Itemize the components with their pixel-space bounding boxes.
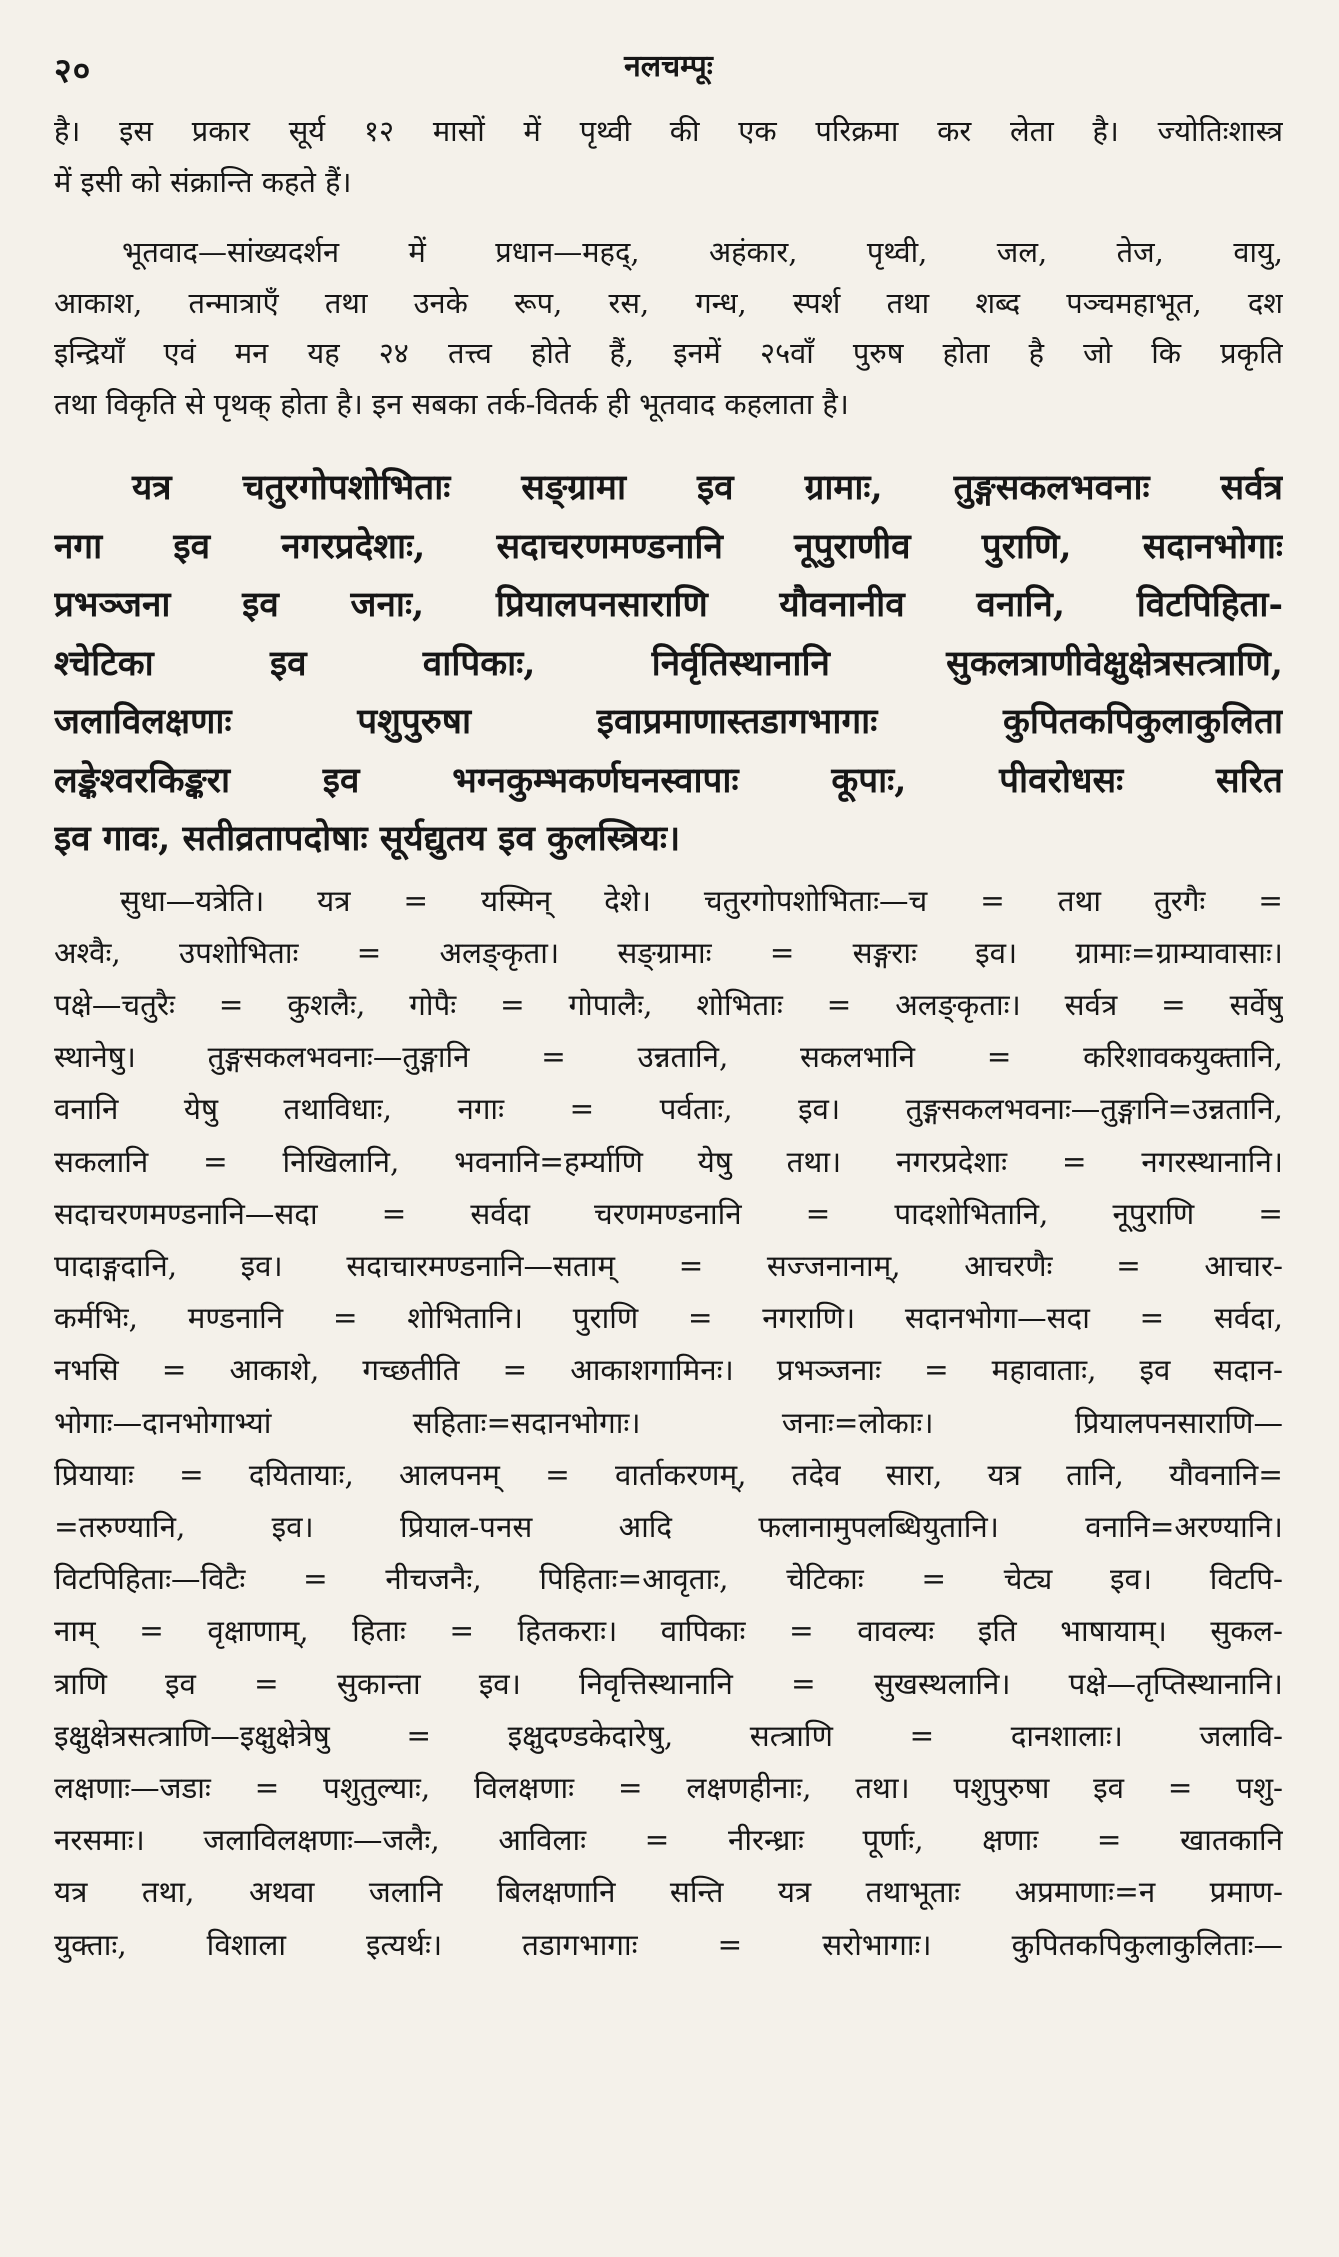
footnote-block	[54, 106, 1283, 429]
verse-line: जलाविलक्षणाः पशुपुरुषा इवाप्रमाणास्तडागभागाः कुपितकपिकुलाकुलिता	[54, 701, 1283, 742]
commentary-line: युक्ताः, विशाला इत्यर्थः। तडागभागाः = सरोभागाः। कुपितकपिकुलाकुलिताः—	[54, 1927, 1283, 1962]
page-number: २०	[54, 51, 92, 91]
commentary-line: स्थानेषु। तुङ्गसकलभवनाः—तुङ्गानि = उन्नतानि, सकलभानि = करिशावकयुक्तानि,	[54, 1040, 1283, 1075]
page-header	[54, 40, 1283, 106]
commentary-line: सदाचरणमण्डनानि—सदा = सर्वदा चरणमण्डनानि = पादशोभितानि, नूपुराणि =	[54, 1196, 1283, 1231]
commentary-line: पक्षे—चतुरैः = कुशलैः, गोपैः = गोपालैः, शोभिताः = अलङ्कृताः। सर्वत्र = सर्वेषु	[54, 987, 1283, 1022]
running-title: नलचम्पूः	[624, 49, 713, 84]
commentary-line: =तरुण्यानि, इव। प्रियाल-पनस आदि फलानामुपलब्धियुतानि। वनानि=अरण्यानि।	[54, 1509, 1283, 1544]
commentary-line: नाम् = वृक्षाणाम्, हिताः = हितकराः। वापिकाः = वावल्यः इति भाषायाम्। सुकल-	[54, 1614, 1283, 1649]
verse-line: इव गावः, सतीव्रतापदोषाः सूर्यद्युतय इव कुलस्त्रियः।	[54, 818, 681, 859]
commentary-line: त्राणि इव = सुकान्ता इव। निवृत्तिस्थानानि = सुखस्थलानि। पक्षे—तृप्तिस्थानानि।	[54, 1666, 1283, 1701]
commentary-line: नभसि = आकाशे, गच्छतीति = आकाशगामिनः। प्रभञ्जनाः = महावाताः, इव सदान-	[54, 1353, 1283, 1388]
verse-line: प्रभञ्जना इव जनाः, प्रियालपनसाराणि यौवनानीव वनानि, विटपिहिता-	[54, 584, 1283, 625]
commentary-line: सकलानि = निखिलानि, भवनानि=हर्म्याणि येषु तथा। नगरप्रदेशाः = नगरस्थानानि।	[54, 1144, 1283, 1179]
commentary-line: सुधा—यत्रेति। यत्र = यस्मिन् देशे। चतुरगोपशोभिताः—च = तथा तुरगैः =	[120, 883, 1283, 918]
commentary-line: लक्षणाः—जडाः = पशुतुल्याः, विलक्षणाः = लक्षणहीनाः, तथा। पशुपुरुषा इव = पशु-	[54, 1770, 1283, 1805]
note-line: भूतवाद—सांख्यदर्शन में प्रधान—महद्, अहंकार, पृथ्वी, जल, तेज, वायु,	[122, 235, 1283, 269]
paragraph-gap	[54, 207, 1283, 227]
commentary-line: नरसमाः। जलाविलक्षणाः—जलैः, आविलाः = नीरन्ध्राः पूर्णाः, क्षणाः = खातकानि	[54, 1823, 1283, 1858]
note-line: में इसी को संक्रान्ति कहते हैं।	[54, 164, 352, 199]
verse-line: यत्र चतुरगोपशोभिताः सङ्ग्रामा इव ग्रामाः, तुङ्गसकलभवनाः सर्वत्र	[132, 467, 1283, 508]
note-line: आकाश, तन्मात्राएँ तथा उनके रूप, रस, गन्ध, स्पर्श तथा शब्द पञ्चमहाभूत, दश	[54, 285, 1283, 320]
note-line: है। इस प्रकार सूर्य १२ मासों में पृथ्वी की एक परिक्रमा कर लेता है। ज्योतिःशास्त्र	[54, 114, 1283, 148]
verse-block	[54, 459, 1283, 869]
commentary-line: विटपिहिताः—विटैः = नीचजनैः, पिहिताः=आवृताः, चेटिकाः = चेट्य इव। विटपि-	[54, 1562, 1283, 1597]
commentary-line: वनानि येषु तथाविधाः, नगाः = पर्वताः, इव। तुङ्गसकलभवनाः—तुङ्गानि=उन्नतानि,	[54, 1092, 1283, 1127]
verse-line: लङ्केश्वरकिङ्करा इव भग्नकुम्भकर्णघनस्वापाः कूपाः, पीवरोधसः सरित	[54, 759, 1283, 801]
commentary-line: प्रियायाः = दयितायाः, आलपनम् = वार्ताकरणम्, तदेव सारा, यत्र तानि, यौवनानि=	[54, 1457, 1283, 1492]
note-line: तथा विकृति से पृथक् होता है। इन सबका तर्क-वितर्क ही भूतवाद कहलाता है।	[54, 386, 849, 421]
commentary-line: यत्र तथा, अथवा जलानि बिलक्षणानि सन्ति यत्र तथाभूताः अप्रमाणाः=न प्रमाण-	[54, 1875, 1283, 1910]
commentary-line: पादाङ्गदानि, इव। सदाचारमण्डनानि—सताम् = सज्जनानाम्, आचरणैः = आचार-	[54, 1248, 1283, 1283]
commentary-line: कर्मभिः, मण्डनानि = शोभितानि। पुराणि = नगराणि। सदानभोगा—सदा = सर्वदा,	[54, 1301, 1283, 1336]
verse-line: श्चेटिका इव वापिकाः, निर्वृतिस्थानानि सुकलत्राणीवेक्षुक्षेत्रसत्त्राणि,	[54, 642, 1283, 684]
commentary-line: भोगाः—दानभोगाभ्यां सहिताः=सदानभोगाः। जनाः=लोकाः। प्रियालपनसाराणि—	[54, 1405, 1283, 1440]
verse-line: नगा इव नगरप्रदेशाः, सदाचरणमण्डनानि नूपुराणीव पुराणि, सदानभोगाः	[54, 525, 1283, 567]
commentary-line: इक्षुक्षेत्रसत्त्राणि—इक्षुक्षेत्रेषु = इक्षुदण्डकेदारेषु, सत्त्राणि = दानशालाः। जलावि-	[54, 1718, 1283, 1753]
commentary-line: अश्वैः, उपशोभिताः = अलङ्कृता। सङ्ग्रामाः = सङ्गराः इव। ग्रामाः=ग्राम्यावासाः।	[54, 935, 1283, 970]
commentary-block	[54, 875, 1283, 1971]
note-line: इन्द्रियाँ एवं मन यह २४ तत्त्व होते हैं, इनमें २५वाँ पुरुष होता है जो कि प्रकृति	[54, 336, 1283, 370]
